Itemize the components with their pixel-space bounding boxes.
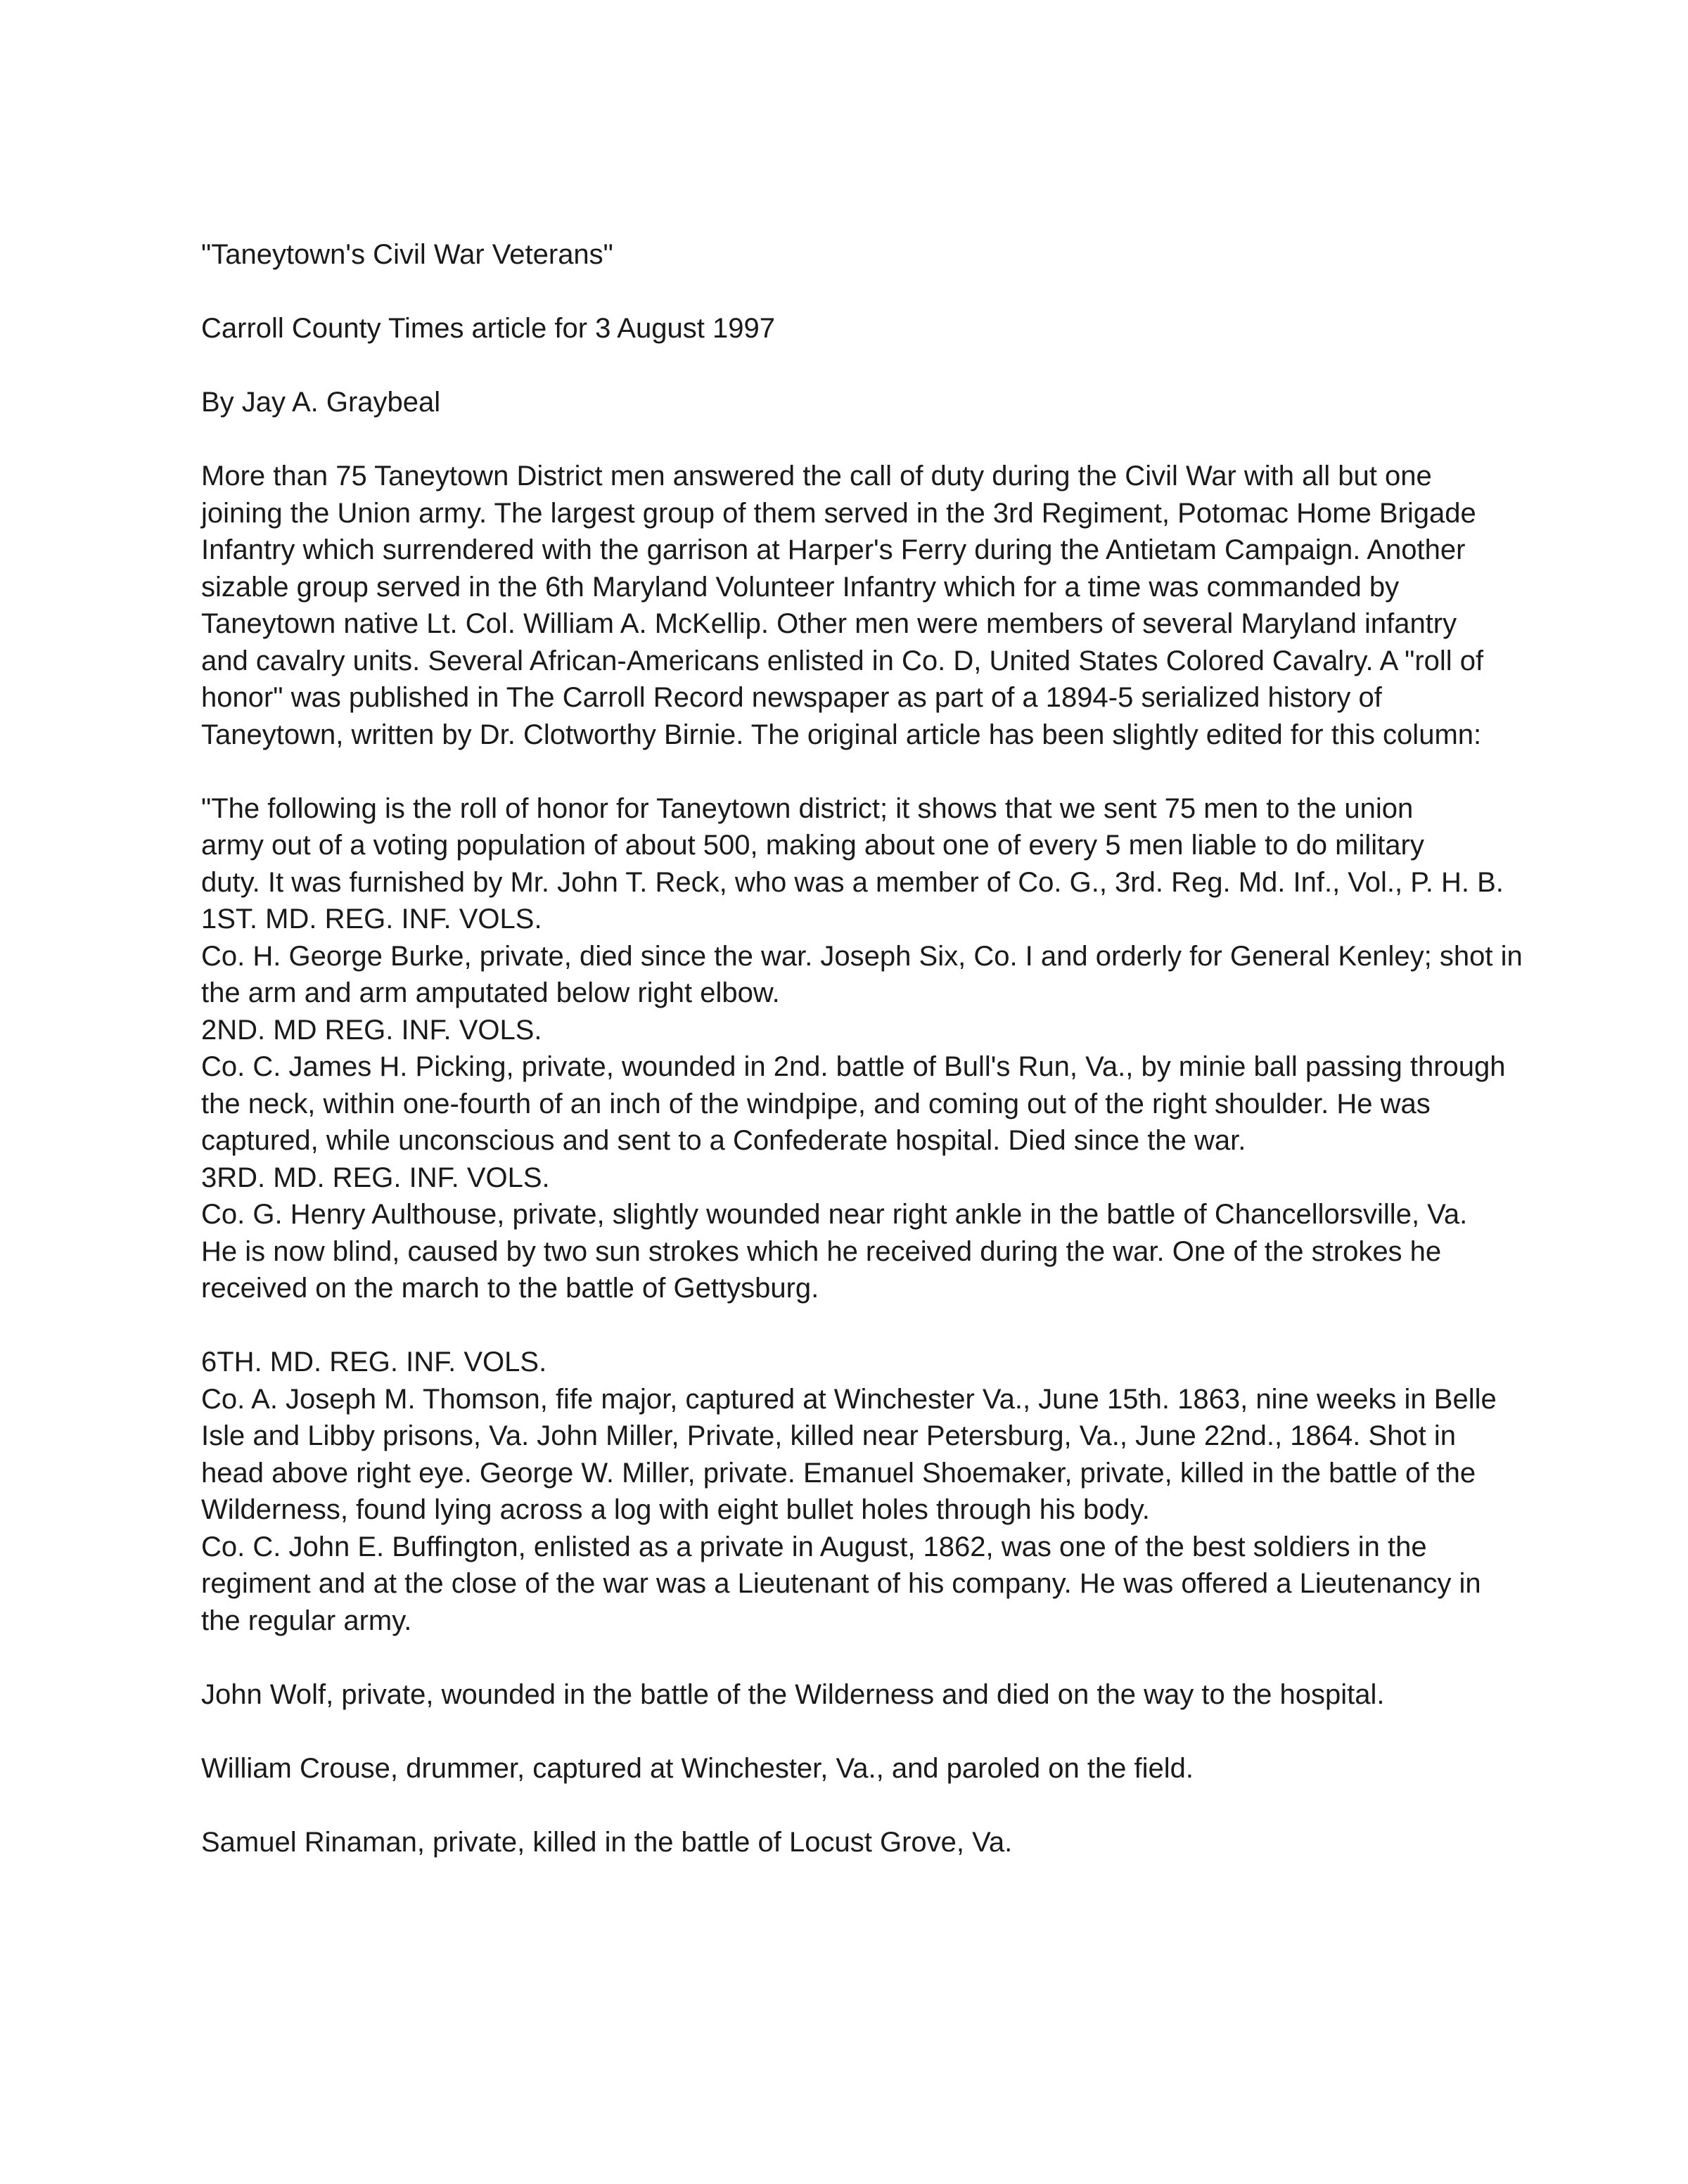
text-line: sizable group served in the 6th Maryland Volunteer Infantry which for a time was commanded by xyxy=(201,571,1400,603)
text-line: Infantry which surrendered with the garrison at Harper's Ferry during the Antietam Campaign. Another xyxy=(201,534,1466,565)
text-line: regiment and at the close of the war was a Lieutenant of his company. He was offered a Lieutenancy in xyxy=(201,1568,1481,1599)
regiment-heading-3rd: 3RD. MD. REG. INF. VOLS. xyxy=(201,1162,550,1193)
article-byline: By Jay A. Graybeal xyxy=(201,387,441,418)
article-source: Carroll County Times article for 3 August 1997 xyxy=(201,313,775,344)
text-line: Co. G. Henry Aulthouse, private, slightly wounded near right ankle in the battle of Chancellorsville, Va. xyxy=(201,1199,1468,1230)
text-line: and cavalry units. Several African-Americans enlisted in Co. D, United States Colored Cavalry. A "roll of xyxy=(201,645,1484,676)
text-line: He is now blind, caused by two sun strokes which he received during the war. One of the strokes he xyxy=(201,1235,1442,1267)
regiment-heading-1st: 1ST. MD. REG. INF. VOLS. xyxy=(201,904,542,934)
text-line: honor" was published in The Carroll Record newspaper as part of a 1894-5 serialized history of xyxy=(201,682,1382,713)
document-page xyxy=(201,236,1523,1898)
regiment-heading-2nd: 2ND. MD REG. INF. VOLS. xyxy=(201,1014,542,1046)
text-line: the neck, within one-fourth of an inch of the windpipe, and coming out of the right shoulder. He was xyxy=(201,1088,1431,1119)
text-line: joining the Union army. The largest group of them served in the 3rd Regiment, Potomac Home Brigade xyxy=(201,497,1476,529)
entry-john-wolf: John Wolf, private, wounded in the battle of the Wilderness and died on the way to the hospital. xyxy=(201,1678,1385,1710)
entry-samuel-rinaman: Samuel Rinaman, private, killed in the battle of Locust Grove, Va. xyxy=(201,1826,1013,1858)
entry-william-crouse: William Crouse, drummer, captured at Winchester, Va., and paroled on the field. xyxy=(201,1752,1194,1784)
text-line: Taneytown native Lt. Col. William A. McKellip. Other men were members of several Maryland infantry xyxy=(201,608,1457,639)
text-line: "The following is the roll of honor for Taneytown district; it shows that we sent 75 men to the union xyxy=(201,792,1414,824)
text-line: captured, while unconscious and sent to a Confederate hospital. Died since the war. xyxy=(201,1125,1246,1156)
text-line: Taneytown, written by Dr. Clotworthy Birnie. The original article has been slightly edited for this column: xyxy=(201,719,1482,750)
text-line: the arm and arm amputated below right elbow. xyxy=(201,977,780,1008)
article-title: "Taneytown's Civil War Veterans" xyxy=(201,239,613,270)
sixth-regiment-block xyxy=(201,1344,1509,1639)
text-line: Co. H. George Burke, private, died since the war. Joseph Six, Co. I and orderly for General Kenley; shot in xyxy=(201,940,1523,972)
text-line: Wilderness, found lying across a log with eight bullet holes through his body. xyxy=(201,1494,1150,1525)
text-line: Co. A. Joseph M. Thomson, fife major, captured at Winchester Va., June 15th. 1863, nine weeks in Belle xyxy=(201,1383,1497,1415)
text-line: received on the march to the battle of Gettysburg. xyxy=(201,1273,819,1304)
text-line: duty. It was furnished by Mr. John T. Reck, who was a member of Co. G., 3rd. Reg. Md. Inf., Vol., P. H. B. xyxy=(201,866,1504,898)
text-line: army out of a voting population of about 500, making about one of every 5 men liable to do military xyxy=(201,830,1424,861)
text-line: the regular army. xyxy=(201,1605,412,1636)
regiment-heading-6th: 6TH. MD. REG. INF. VOLS. xyxy=(201,1347,547,1377)
roll-of-honor-block xyxy=(201,790,1523,1307)
text-line: Co. C. James H. Picking, private, wounded in 2nd. battle of Bull's Run, Va., by minie ball passing through xyxy=(201,1051,1506,1082)
intro-paragraph xyxy=(201,458,1509,753)
text-line: More than 75 Taneytown District men answered the call of duty during the Civil War with all but one xyxy=(201,461,1432,492)
text-line: Isle and Libby prisons, Va. John Miller, Private, killed near Petersburg, Va., June 22nd., 1864. Shot in xyxy=(201,1420,1456,1451)
text-line: head above right eye. George W. Miller, private. Emanuel Shoemaker, private, killed in the battle of the xyxy=(201,1457,1476,1489)
text-line: Co. C. John E. Buffington, enlisted as a private in August, 1862, was one of the best soldiers in the xyxy=(201,1531,1427,1562)
